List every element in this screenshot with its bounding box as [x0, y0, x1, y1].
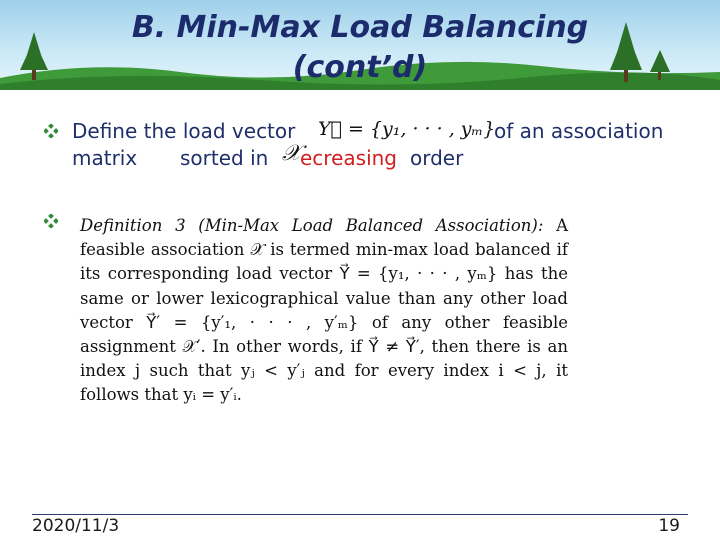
definition-text: A feasible association 𝒳 is termed min-max load balanced if its corresponding load vector Y⃗ = {y₁, · · · , yₘ} has the same or lower lexicographical value than any other load vector Y⃗′ = {y′₁, · · · , y′ₘ} of any other feasible assignment 𝒳′. In other words, if Y⃗ ≠ Y⃗′, then there is an index j such that yⱼ < y′ⱼ and for every index i < j, it follows that yᵢ = y′ᵢ. [80, 216, 568, 405]
definition-block [80, 214, 568, 408]
footer-divider [32, 514, 688, 515]
bullet-1-line2-b: sorted in [180, 146, 269, 170]
footer-date: 2020/11/3 [32, 516, 120, 536]
bullet-1-highlight: ecreasing [300, 146, 397, 170]
load-vector-formula: Y⃗ = {y₁, · · · , yₘ} [318, 118, 496, 140]
bullet-1-text-pre: Define the load vector [72, 119, 296, 143]
definition-label: Definition 3 (Min-Max Load Balanced Association): [80, 216, 544, 235]
title-line-2: (cont’d) [292, 50, 428, 85]
header-banner [0, 0, 720, 90]
title-line-1: B. Min-Max Load Balancing [131, 10, 589, 45]
page-number: 19 [658, 516, 680, 536]
bullet-1-text-post: of an association [494, 119, 664, 143]
diamond-bullet-icon [44, 124, 58, 138]
bullet-1-line2-a: matrix [72, 146, 138, 170]
diamond-bullet-icon [44, 214, 58, 228]
bullet-1-line2-c: order [410, 146, 464, 170]
slide-title [0, 8, 720, 88]
association-symbol: 𝒳 [282, 141, 301, 166]
